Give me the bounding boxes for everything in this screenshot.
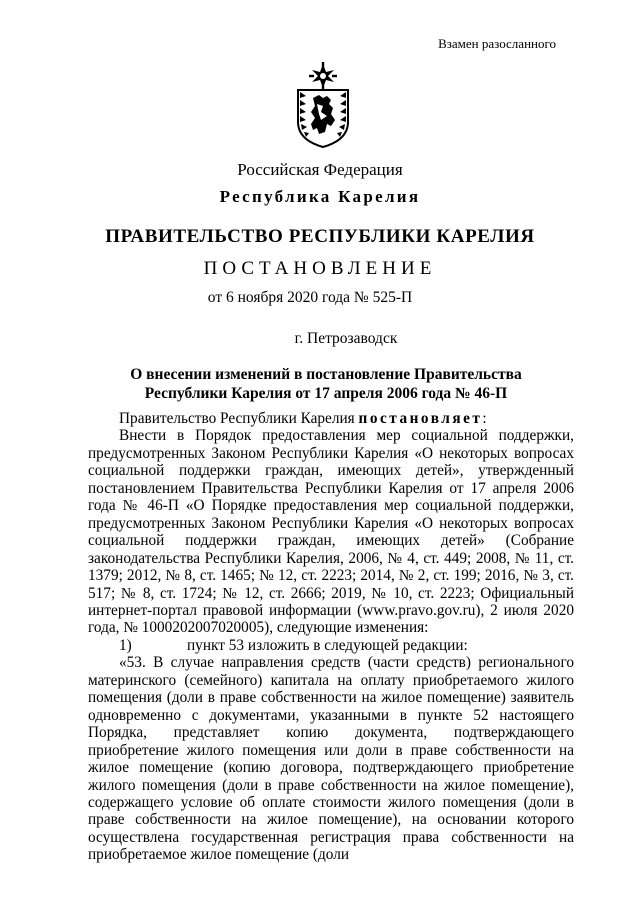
document-type: ПОСТАНОВЛЕНИЕ xyxy=(203,258,437,279)
paragraph-new-clause-53: «53. В случае направления средств (части средств) регионального материнского (семейного) капитала на оплату приобретаемого жилого помещения (доли в праве собственности на жилое помещение) заявитель одновременно с документами, указанными в пункте 52 настоящего Порядка, представляет копию документа, подтверждающего приобретение жилого помещения или доли в праве собственности на жилое помещение (копию договора, подтверждающего приобретение жилого помещения (доли в праве собственности на жилое помещение), содержащего условие об оплате стоимости жилого помещения (доли в праве собственности на жилое помещение), на основании которого осуществлена государственная регистрация права собственности на приобретаемое жилое помещение (доли xyxy=(88,654,574,864)
government-heading: ПРАВИТЕЛЬСТВО РЕСПУБЛИКИ КАРЕЛИЯ xyxy=(105,226,535,247)
opening-text: Правительство Республики Карелия xyxy=(119,410,359,427)
document-title xyxy=(6,365,640,403)
item-text: пункт 53 изложить в следующей редакции: xyxy=(187,636,468,654)
karelia-coat-of-arms-icon xyxy=(293,62,353,148)
title-line: Республики Карелия от 17 апреля 2006 года № 46-П xyxy=(144,385,508,402)
title-line: О внесении изменений в постановление Правительства xyxy=(130,366,522,383)
republic-name: Республика Карелия xyxy=(219,187,421,206)
list-item xyxy=(88,637,574,654)
paragraph-amendment-intro: Внести в Порядок предоставления мер социальной поддержки, предусмотренных Законом Республики Карелия «О некоторых вопросах социальной поддержки граждан, имеющих детей», утвержденный постановлением Правительства Республики Карелия от 17 апреля 2006 года № 46-П «О Порядке предоставления мер социальной поддержки, предусмотренных Законом Республики Карелия «О некоторых вопросах социальной поддержки граждан, имеющих детей» (Собрание законодательства Республики Карелия, 2006, № 4, ст. 449; 2008, № 11, ст. 1379; 2012, № 8, ст. 1465; № 12, ст. 2223; 2014, № 2, ст. 199; 2016, № 3, ст. 517; № 8, ст. 1724; № 12, ст. 2666; 2019, № 10, ст. 2223; Официальный интернет-портал правовой информации (www.pravo.gov.ru), 2 июля 2020 года, № 1000202007020005), следующие изменения: xyxy=(88,427,574,637)
opening-colon: : xyxy=(482,410,487,427)
replacement-stamp: Взамен разосланного xyxy=(438,36,556,51)
document-body xyxy=(88,410,574,864)
decree-date-number: от 6 ноября 2020 года № 525-П xyxy=(207,289,413,306)
opening-sentence xyxy=(88,410,574,427)
item-number: 1) xyxy=(119,636,132,654)
operative-word: постановляет xyxy=(358,410,483,427)
city-name: г. Петрозаводск xyxy=(294,330,398,347)
country-name: Российская Федерация xyxy=(237,160,403,179)
